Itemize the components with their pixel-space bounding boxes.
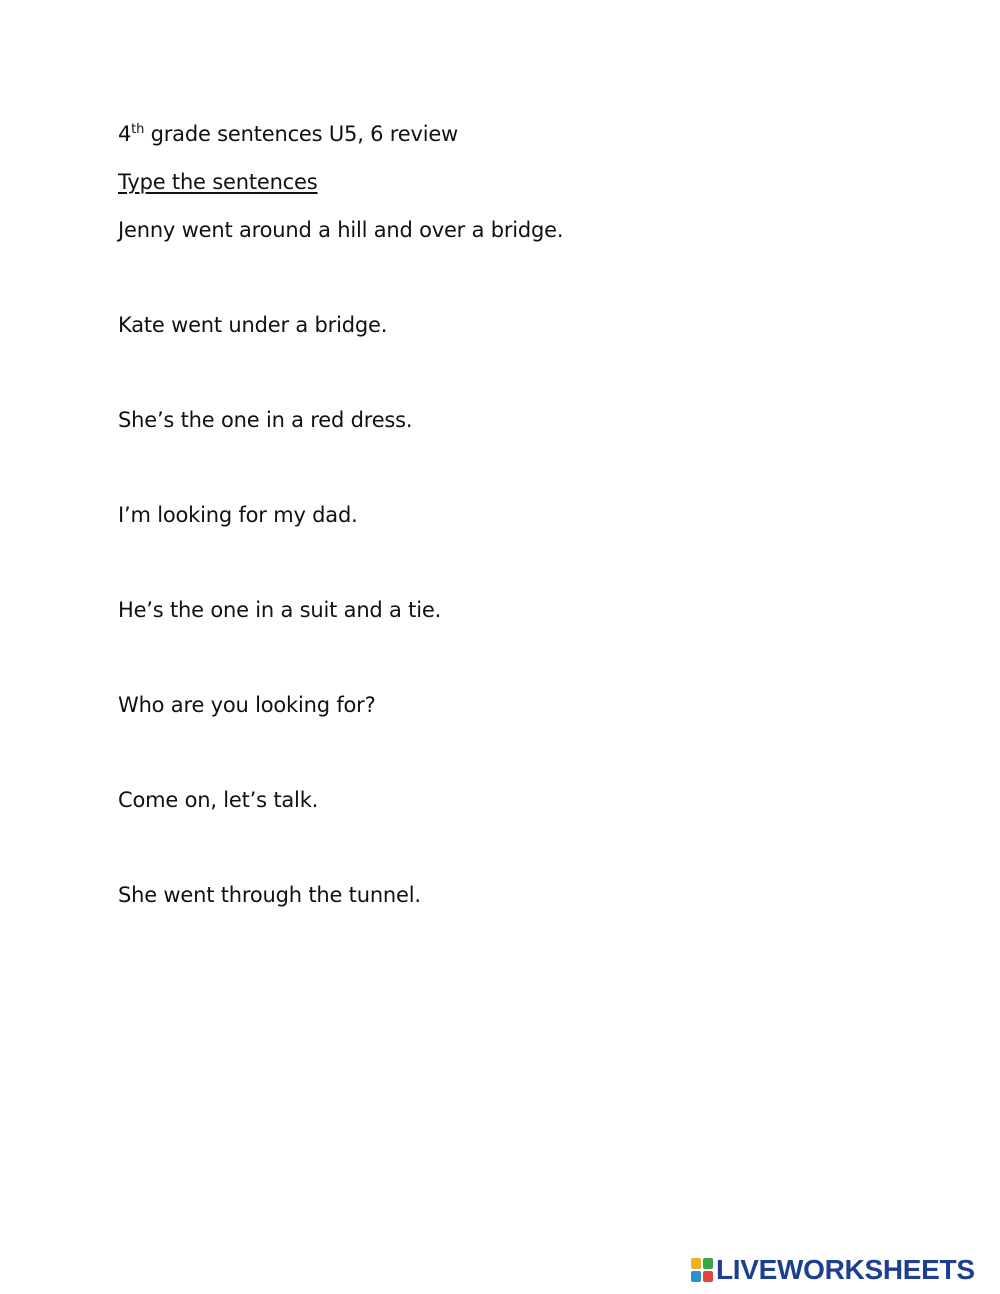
title-grade-suffix: th [131,122,145,137]
sentence-2: Kate went under a bridge. [118,313,388,337]
title-text: grade sentences U5, 6 review [144,122,459,146]
sentence-4: I’m looking for my dad. [118,503,358,527]
logo-mark-icon [691,1258,713,1282]
sentence-3: She’s the one in a red dress. [118,408,413,432]
logo-mark-square [703,1258,713,1269]
sentence-1: Jenny went around a hill and over a bridge. [118,218,564,242]
logo-text: LIVEWORKSHEETS [716,1254,975,1285]
sentence-7: Come on, let’s talk. [118,788,319,812]
sentence-8: She went through the tunnel. [118,883,421,907]
logo-mark-square [703,1271,713,1282]
logo-mark-square [691,1271,701,1282]
liveworksheets-logo[interactable] [691,1256,975,1284]
worksheet-title [118,121,458,147]
title-grade-number: 4 [118,122,132,146]
instruction-heading: Type the sentences [118,170,318,194]
sentence-6: Who are you looking for? [118,693,376,717]
logo-mark-square [691,1258,701,1269]
sentence-5: He’s the one in a suit and a tie. [118,598,442,622]
